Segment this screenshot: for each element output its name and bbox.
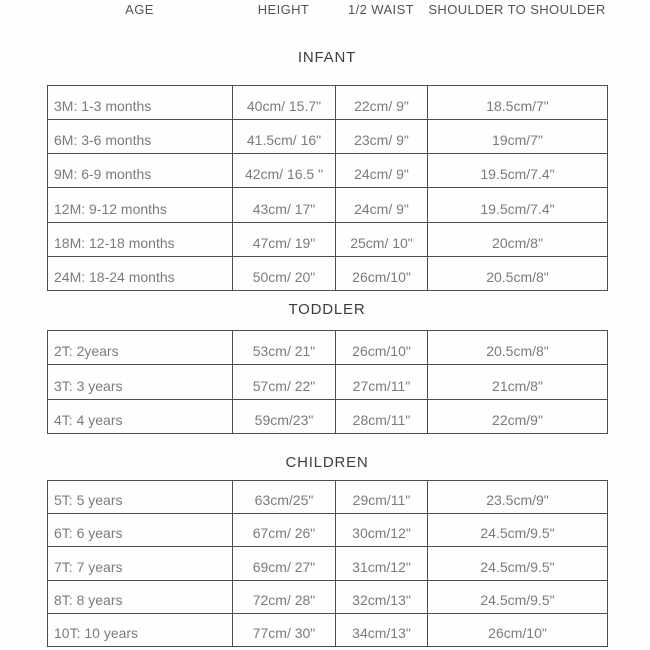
half-waist-cell: 23cm/ 9" — [336, 120, 428, 154]
age-cell: 5T: 5 years — [48, 481, 233, 514]
age-cell: 3M: 1-3 months — [48, 86, 233, 120]
height-cell: 50cm/ 20" — [233, 256, 336, 290]
children-size-table — [47, 480, 608, 647]
height-cell: 67cm/ 26" — [233, 514, 336, 547]
shoulder-cell: 20.5cm/8" — [428, 331, 608, 365]
height-cell: 77cm/ 30" — [233, 613, 336, 646]
shoulder-cell: 19.5cm/7.4" — [428, 188, 608, 222]
section-title-toddler: TODDLER — [288, 301, 366, 318]
height-cell: 63cm/25" — [233, 481, 336, 514]
height-cell: 40cm/ 15.7" — [233, 86, 336, 120]
shoulder-cell: 21cm/8" — [428, 365, 608, 399]
height-cell: 53cm/ 21" — [233, 331, 336, 365]
half-waist-cell: 29cm/11" — [336, 481, 428, 514]
shoulder-cell: 19cm/7" — [428, 120, 608, 154]
half-waist-cell: 28cm/11" — [336, 399, 428, 433]
half-waist-cell: 31cm/12" — [336, 547, 428, 580]
shoulder-cell: 24.5cm/9.5" — [428, 580, 608, 613]
table-row — [48, 120, 608, 154]
height-cell: 72cm/ 28" — [233, 580, 336, 613]
table-row — [48, 399, 608, 433]
table-row — [48, 331, 608, 365]
height-cell: 69cm/ 27" — [233, 547, 336, 580]
table-row — [48, 222, 608, 256]
column-header-half-waist: 1/2 WAIST — [348, 2, 414, 17]
age-cell: 2T: 2years — [48, 331, 233, 365]
table-row — [48, 613, 608, 646]
table-row — [48, 154, 608, 188]
height-cell: 43cm/ 17" — [233, 188, 336, 222]
age-cell: 12M: 9-12 months — [48, 188, 233, 222]
shoulder-cell: 20.5cm/8" — [428, 256, 608, 290]
height-cell: 42cm/ 16.5 " — [233, 154, 336, 188]
age-cell: 8T: 8 years — [48, 580, 233, 613]
half-waist-cell: 27cm/11" — [336, 365, 428, 399]
height-cell: 57cm/ 22" — [233, 365, 336, 399]
age-cell: 7T: 7 years — [48, 547, 233, 580]
shoulder-cell: 19.5cm/7.4" — [428, 154, 608, 188]
age-cell: 24M: 18-24 months — [48, 256, 233, 290]
column-header-age: AGE — [125, 2, 154, 17]
section-title-infant: INFANT — [297, 49, 357, 66]
size-chart-content — [47, 0, 607, 647]
table-row — [48, 188, 608, 222]
shoulder-cell: 18.5cm/7" — [428, 86, 608, 120]
half-waist-cell: 25cm/ 10" — [336, 222, 428, 256]
half-waist-cell: 32cm/13" — [336, 580, 428, 613]
age-cell: 18M: 12-18 months — [48, 222, 233, 256]
toddler-size-table — [47, 330, 608, 434]
shoulder-cell: 26cm/10" — [428, 613, 608, 646]
half-waist-cell: 24cm/ 9" — [336, 154, 428, 188]
column-header-height: HEIGHT — [257, 2, 310, 17]
table-row — [48, 547, 608, 580]
shoulder-cell: 24.5cm/9.5" — [428, 514, 608, 547]
column-headers — [47, 0, 607, 17]
section-title-children: CHILDREN — [285, 454, 369, 471]
table-row — [48, 256, 608, 290]
half-waist-cell: 26cm/10" — [336, 256, 428, 290]
column-header-shoulder: SHOULDER TO SHOULDER — [428, 2, 606, 17]
age-cell: 3T: 3 years — [48, 365, 233, 399]
half-waist-cell: 22cm/ 9" — [336, 86, 428, 120]
infant-size-table — [47, 85, 608, 291]
height-cell: 41.5cm/ 16" — [233, 120, 336, 154]
age-cell: 4T: 4 years — [48, 399, 233, 433]
age-cell: 10T: 10 years — [48, 613, 233, 646]
shoulder-cell: 24.5cm/9.5" — [428, 547, 608, 580]
shoulder-cell: 20cm/8" — [428, 222, 608, 256]
age-cell: 6M: 3-6 months — [48, 120, 233, 154]
age-cell: 6T: 6 years — [48, 514, 233, 547]
shoulder-cell: 22cm/9" — [428, 399, 608, 433]
height-cell: 59cm/23" — [233, 399, 336, 433]
table-row — [48, 514, 608, 547]
half-waist-cell: 26cm/10" — [336, 331, 428, 365]
table-row — [48, 580, 608, 613]
half-waist-cell: 24cm/ 9" — [336, 188, 428, 222]
table-row — [48, 86, 608, 120]
table-row — [48, 365, 608, 399]
half-waist-cell: 34cm/13" — [336, 613, 428, 646]
table-row — [48, 481, 608, 514]
half-waist-cell: 30cm/12" — [336, 514, 428, 547]
height-cell: 47cm/ 19" — [233, 222, 336, 256]
age-cell: 9M: 6-9 months — [48, 154, 233, 188]
shoulder-cell: 23.5cm/9" — [428, 481, 608, 514]
